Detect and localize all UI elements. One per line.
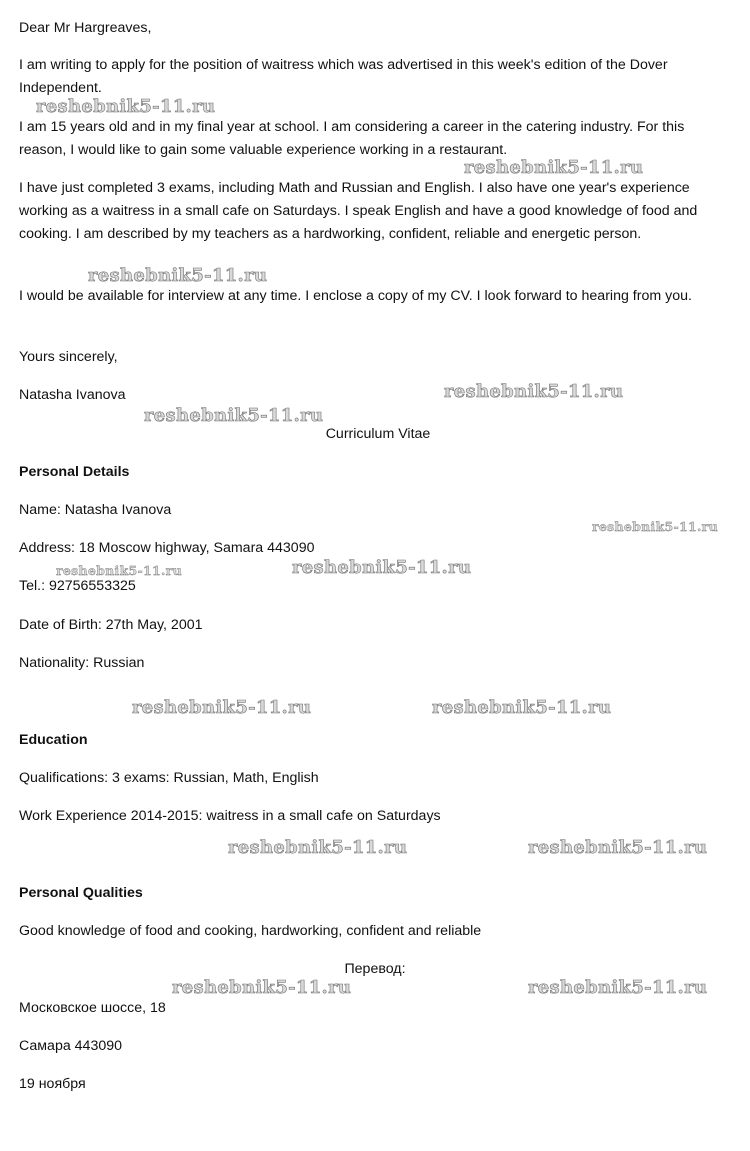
cv-name: Name: Natasha Ivanova [19, 502, 172, 518]
watermark: reshebnik5-11.ru [172, 977, 352, 998]
watermark: reshebnik5-11.ru [464, 157, 644, 178]
letter-signature: Natasha Ivanova [19, 387, 126, 403]
watermark: reshebnik5-11.ru [432, 697, 612, 718]
watermark: reshebnik5-11.ru [132, 697, 312, 718]
letter-salutation: Dear Mr Hargreaves, [19, 20, 152, 36]
cv-date-of-birth: Date of Birth: 27th May, 2001 [19, 617, 203, 633]
letter-closing: Yours sincerely, [19, 349, 118, 365]
translation-heading: Перевод: [344, 961, 406, 977]
watermark: reshebnik5-11.ru [88, 265, 268, 286]
translation-line-3: 19 ноября [19, 1076, 86, 1092]
letter-paragraph-1: I am writing to apply for the position of waitress which was advertised in this week's edition of the Dover Independent. [19, 57, 668, 96]
watermark: reshebnik5-11.ru [444, 381, 624, 402]
cv-personal-qualities-heading: Personal Qualities [19, 885, 143, 901]
letter-paragraph-2: I am 15 years old and in my final year at school. I am considering a career in the catering industry. For this reason, I would like to gain some valuable experience working in a restaurant. [19, 119, 685, 158]
cv-title: Curriculum Vitae [325, 426, 431, 442]
cv-qualifications: Qualifications: 3 exams: Russian, Math, English [19, 770, 319, 786]
watermark: reshebnik5-11.ru [528, 977, 708, 998]
cv-education-heading: Education [19, 732, 88, 748]
letter-paragraph-3: I have just completed 3 exams, including Math and Russian and English. I also have one year's experience working as a waitress in a small cafe on Saturdays. I speak English and have a good knowledge of food and cooking. I am described by my teachers as a hardworking, confident, reliable and energetic person. [19, 180, 698, 242]
cv-nationality: Nationality: Russian [19, 655, 145, 671]
translation-line-1: Московское шоссе, 18 [19, 1000, 166, 1016]
cv-work-experience: Work Experience 2014-2015: waitress in a small cafe on Saturdays [19, 808, 441, 824]
watermark: reshebnik5-11.ru [228, 837, 408, 858]
watermark: reshebnik5-11.ru [36, 96, 216, 117]
translation-line-2: Самара 443090 [19, 1038, 123, 1054]
watermark: reshebnik5-11.ru [144, 405, 324, 426]
cv-tel: Tel.: 92756553325 [19, 578, 136, 594]
cv-address: Address: 18 Moscow highway, Samara 443090 [19, 540, 315, 556]
cv-personal-qualities: Good knowledge of food and cooking, hardworking, confident and reliable [19, 923, 482, 939]
cv-personal-details-heading: Personal Details [19, 464, 130, 480]
watermark: reshebnik5-11.ru [292, 557, 472, 578]
watermark: reshebnik5-11.ru [56, 563, 182, 578]
watermark: reshebnik5-11.ru [528, 837, 708, 858]
letter-paragraph-4: I would be available for interview at any time. I enclose a copy of my CV. I look forward to hearing from you. [19, 288, 692, 304]
watermark: reshebnik5-11.ru [592, 519, 718, 534]
